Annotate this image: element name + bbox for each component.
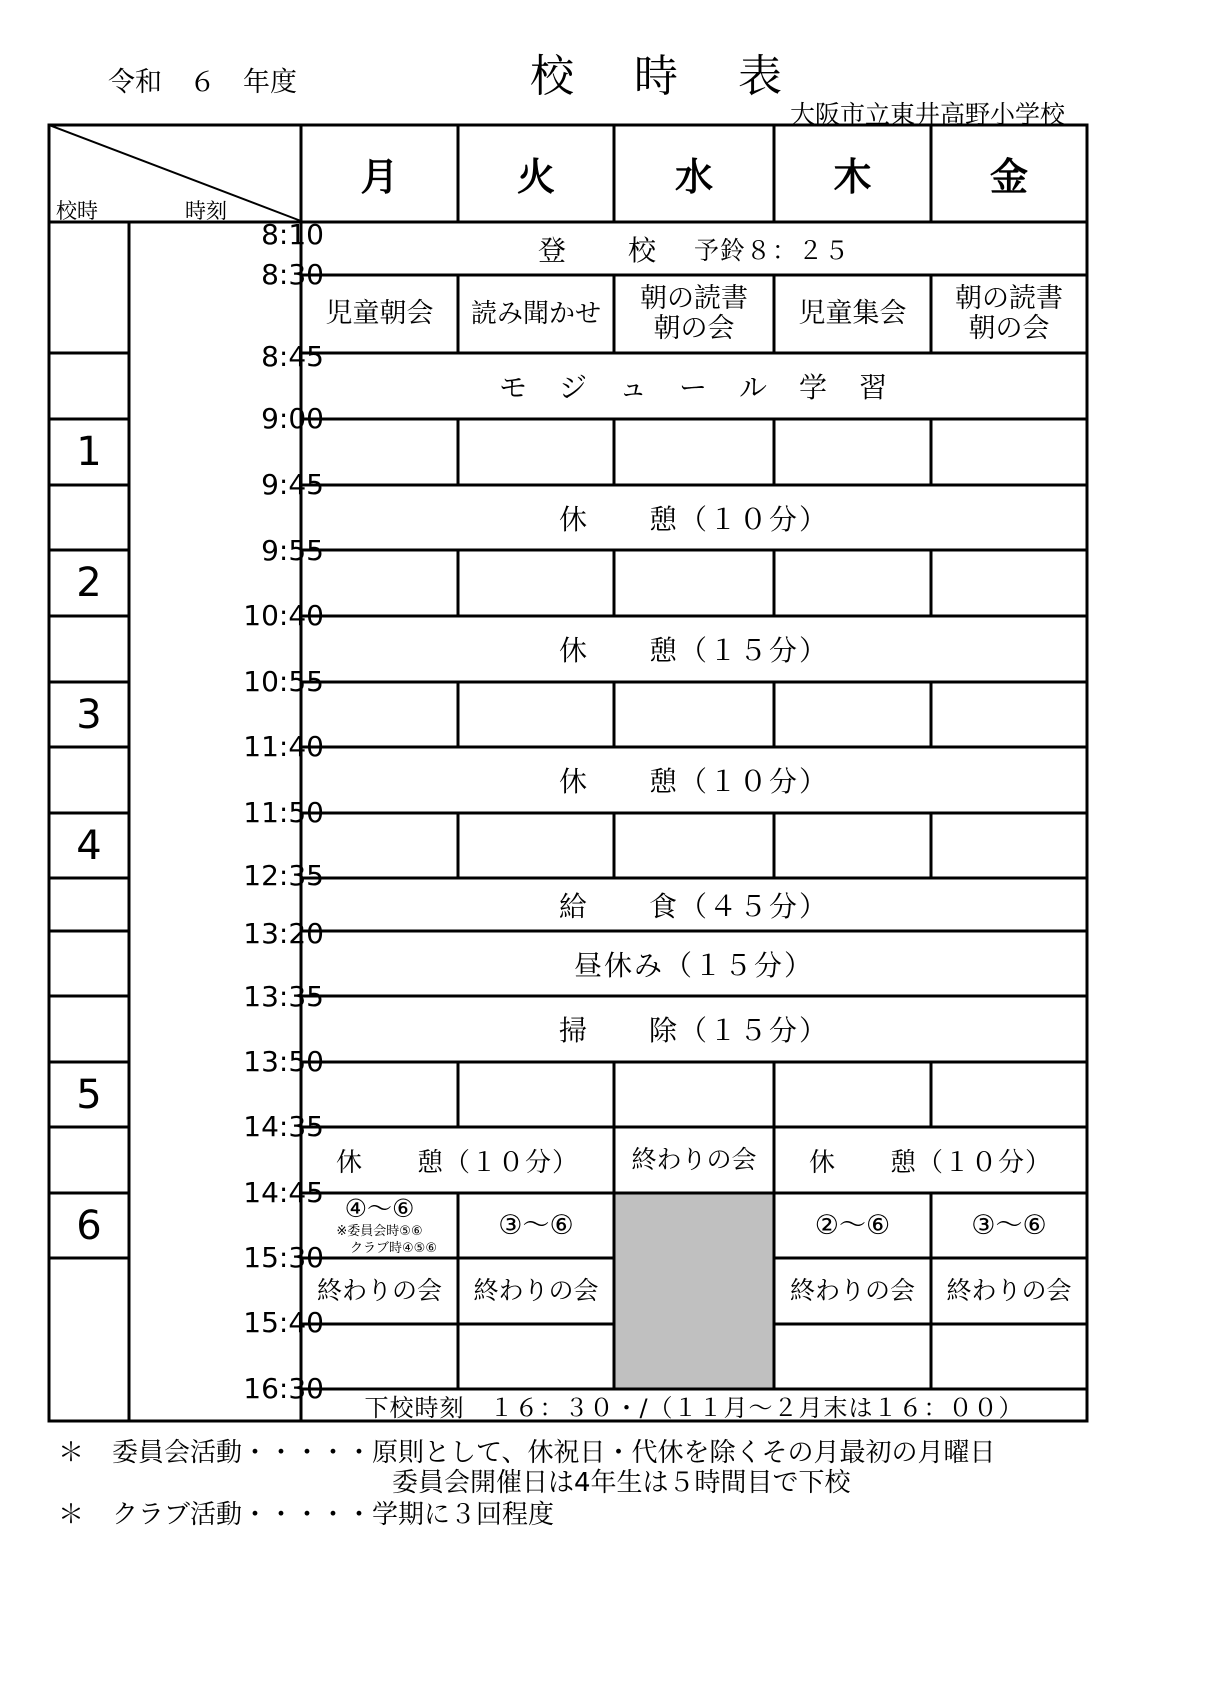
- morning-mon: 児童朝会: [325, 298, 434, 329]
- lunch-row: 給 食（４５分）: [558, 889, 829, 923]
- page-title: 校 時 表: [530, 51, 790, 102]
- cleaning-row: 掃 除（１５分）: [558, 1014, 829, 1047]
- day-header-wed: 水: [674, 155, 713, 199]
- day-header-tue: 火: [516, 155, 555, 199]
- note-committee-activity: 委員会活動・・・・・原則として、休祝日・代休を除くその月最初の月曜日: [112, 1438, 996, 1468]
- time-label: 16:30: [243, 1372, 324, 1405]
- time-label: 15:30: [243, 1241, 324, 1274]
- period-number-1: 1: [76, 429, 102, 475]
- morning-fri: [931, 275, 1087, 353]
- break-after-period-1: 休 憩（１０分）: [558, 502, 829, 536]
- closing-meeting-mon: 終わりの会: [316, 1276, 442, 1305]
- time-label: 11:40: [243, 730, 324, 763]
- period-number-6: 6: [76, 1202, 102, 1249]
- morning-thu: 児童集会: [798, 298, 907, 329]
- noon-break-row: 昼休み（１５分）: [573, 948, 814, 982]
- period6-tue: ③～⑥: [498, 1209, 574, 1241]
- era-year: 令和 ６ 年度: [108, 67, 297, 98]
- period-number-5: 5: [76, 1071, 102, 1118]
- note-club-activity: クラブ活動・・・・・学期に３回程度: [112, 1500, 555, 1530]
- morning-wed: [614, 275, 774, 353]
- time-label: 13:35: [243, 980, 324, 1013]
- period6-mon: [301, 1193, 458, 1258]
- morning-wed-line2: 朝の会: [653, 313, 735, 344]
- arrival-label: 登 校: [537, 233, 658, 267]
- note-mark: ＊: [58, 1500, 85, 1530]
- period-number-4: 4: [76, 822, 102, 869]
- time-label: 9:00: [261, 402, 324, 435]
- time-label: 8:10: [261, 218, 324, 251]
- arrival-row: [301, 222, 1087, 275]
- time-label: 12:35: [243, 859, 324, 892]
- wednesday-no-class-shade: [614, 1193, 774, 1389]
- closing-meeting-fri: 終わりの会: [946, 1276, 1072, 1305]
- period-number-3: 3: [76, 691, 102, 738]
- break-after-period-5-mon-tue: 休 憩（１０分）: [335, 1147, 579, 1178]
- day-header-mon: 月: [360, 155, 399, 199]
- note-committee-continuation: 委員会開催日は4年生は５時間目で下校: [392, 1468, 851, 1498]
- time-label: 14:35: [243, 1110, 324, 1143]
- period-number-2: 2: [76, 560, 102, 606]
- morning-tue: 読み聞かせ: [470, 299, 601, 329]
- period6-thu: ②～⑥: [814, 1209, 891, 1241]
- corner-time-label: 時刻: [185, 199, 227, 223]
- period6-mon-club-note: クラブ時④⑤⑥: [350, 1240, 437, 1256]
- period6-mon-grades: ④～⑥: [344, 1193, 415, 1223]
- time-label: 8:30: [261, 258, 324, 291]
- period6-fri: ③～⑥: [971, 1209, 1047, 1241]
- day-header-thu: 木: [833, 155, 872, 199]
- module-learning-row: モ ジ ュ ー ル 学 習: [498, 371, 889, 404]
- dismissal-time-row: 下校時刻 １６：３０・/（１１月～２月末は１６：００）: [364, 1393, 1024, 1422]
- morning-wed-line1: 朝の読書: [640, 283, 748, 314]
- school-name: 大阪市立東井高野小学校: [790, 100, 1066, 129]
- time-label: 14:45: [243, 1176, 324, 1209]
- morning-fri-line1: 朝の読書: [955, 283, 1063, 314]
- closing-meeting-thu: 終わりの会: [789, 1276, 915, 1305]
- time-label: 11:50: [243, 796, 324, 829]
- corner-period-label: 校時: [56, 199, 98, 223]
- warning-bell-time: 予鈴８：２５: [694, 235, 851, 265]
- closing-meeting-tue: 終わりの会: [473, 1276, 599, 1305]
- time-label: 10:40: [243, 599, 324, 632]
- break-after-period-5-thu-fri: 休 憩（１０分）: [808, 1147, 1052, 1178]
- time-label: 13:50: [243, 1045, 324, 1078]
- break-after-period-2: 休 憩（１５分）: [558, 634, 829, 667]
- note-mark: ＊: [58, 1438, 85, 1468]
- time-label: 13:20: [243, 917, 324, 950]
- time-label: 15:40: [243, 1306, 324, 1339]
- morning-fri-line2: 朝の会: [968, 313, 1050, 344]
- period6-mon-committee-note: ※委員会時⑤⑥: [336, 1223, 423, 1239]
- time-label: 10:55: [243, 665, 324, 698]
- time-label: 9:55: [261, 534, 324, 567]
- break-after-period-3: 休 憩（１０分）: [558, 765, 829, 798]
- time-label: 8:45: [261, 340, 324, 373]
- time-label: 9:45: [261, 468, 324, 501]
- day-header-fri: 金: [989, 155, 1028, 199]
- wed-closing-meeting: 終わりの会: [631, 1145, 757, 1174]
